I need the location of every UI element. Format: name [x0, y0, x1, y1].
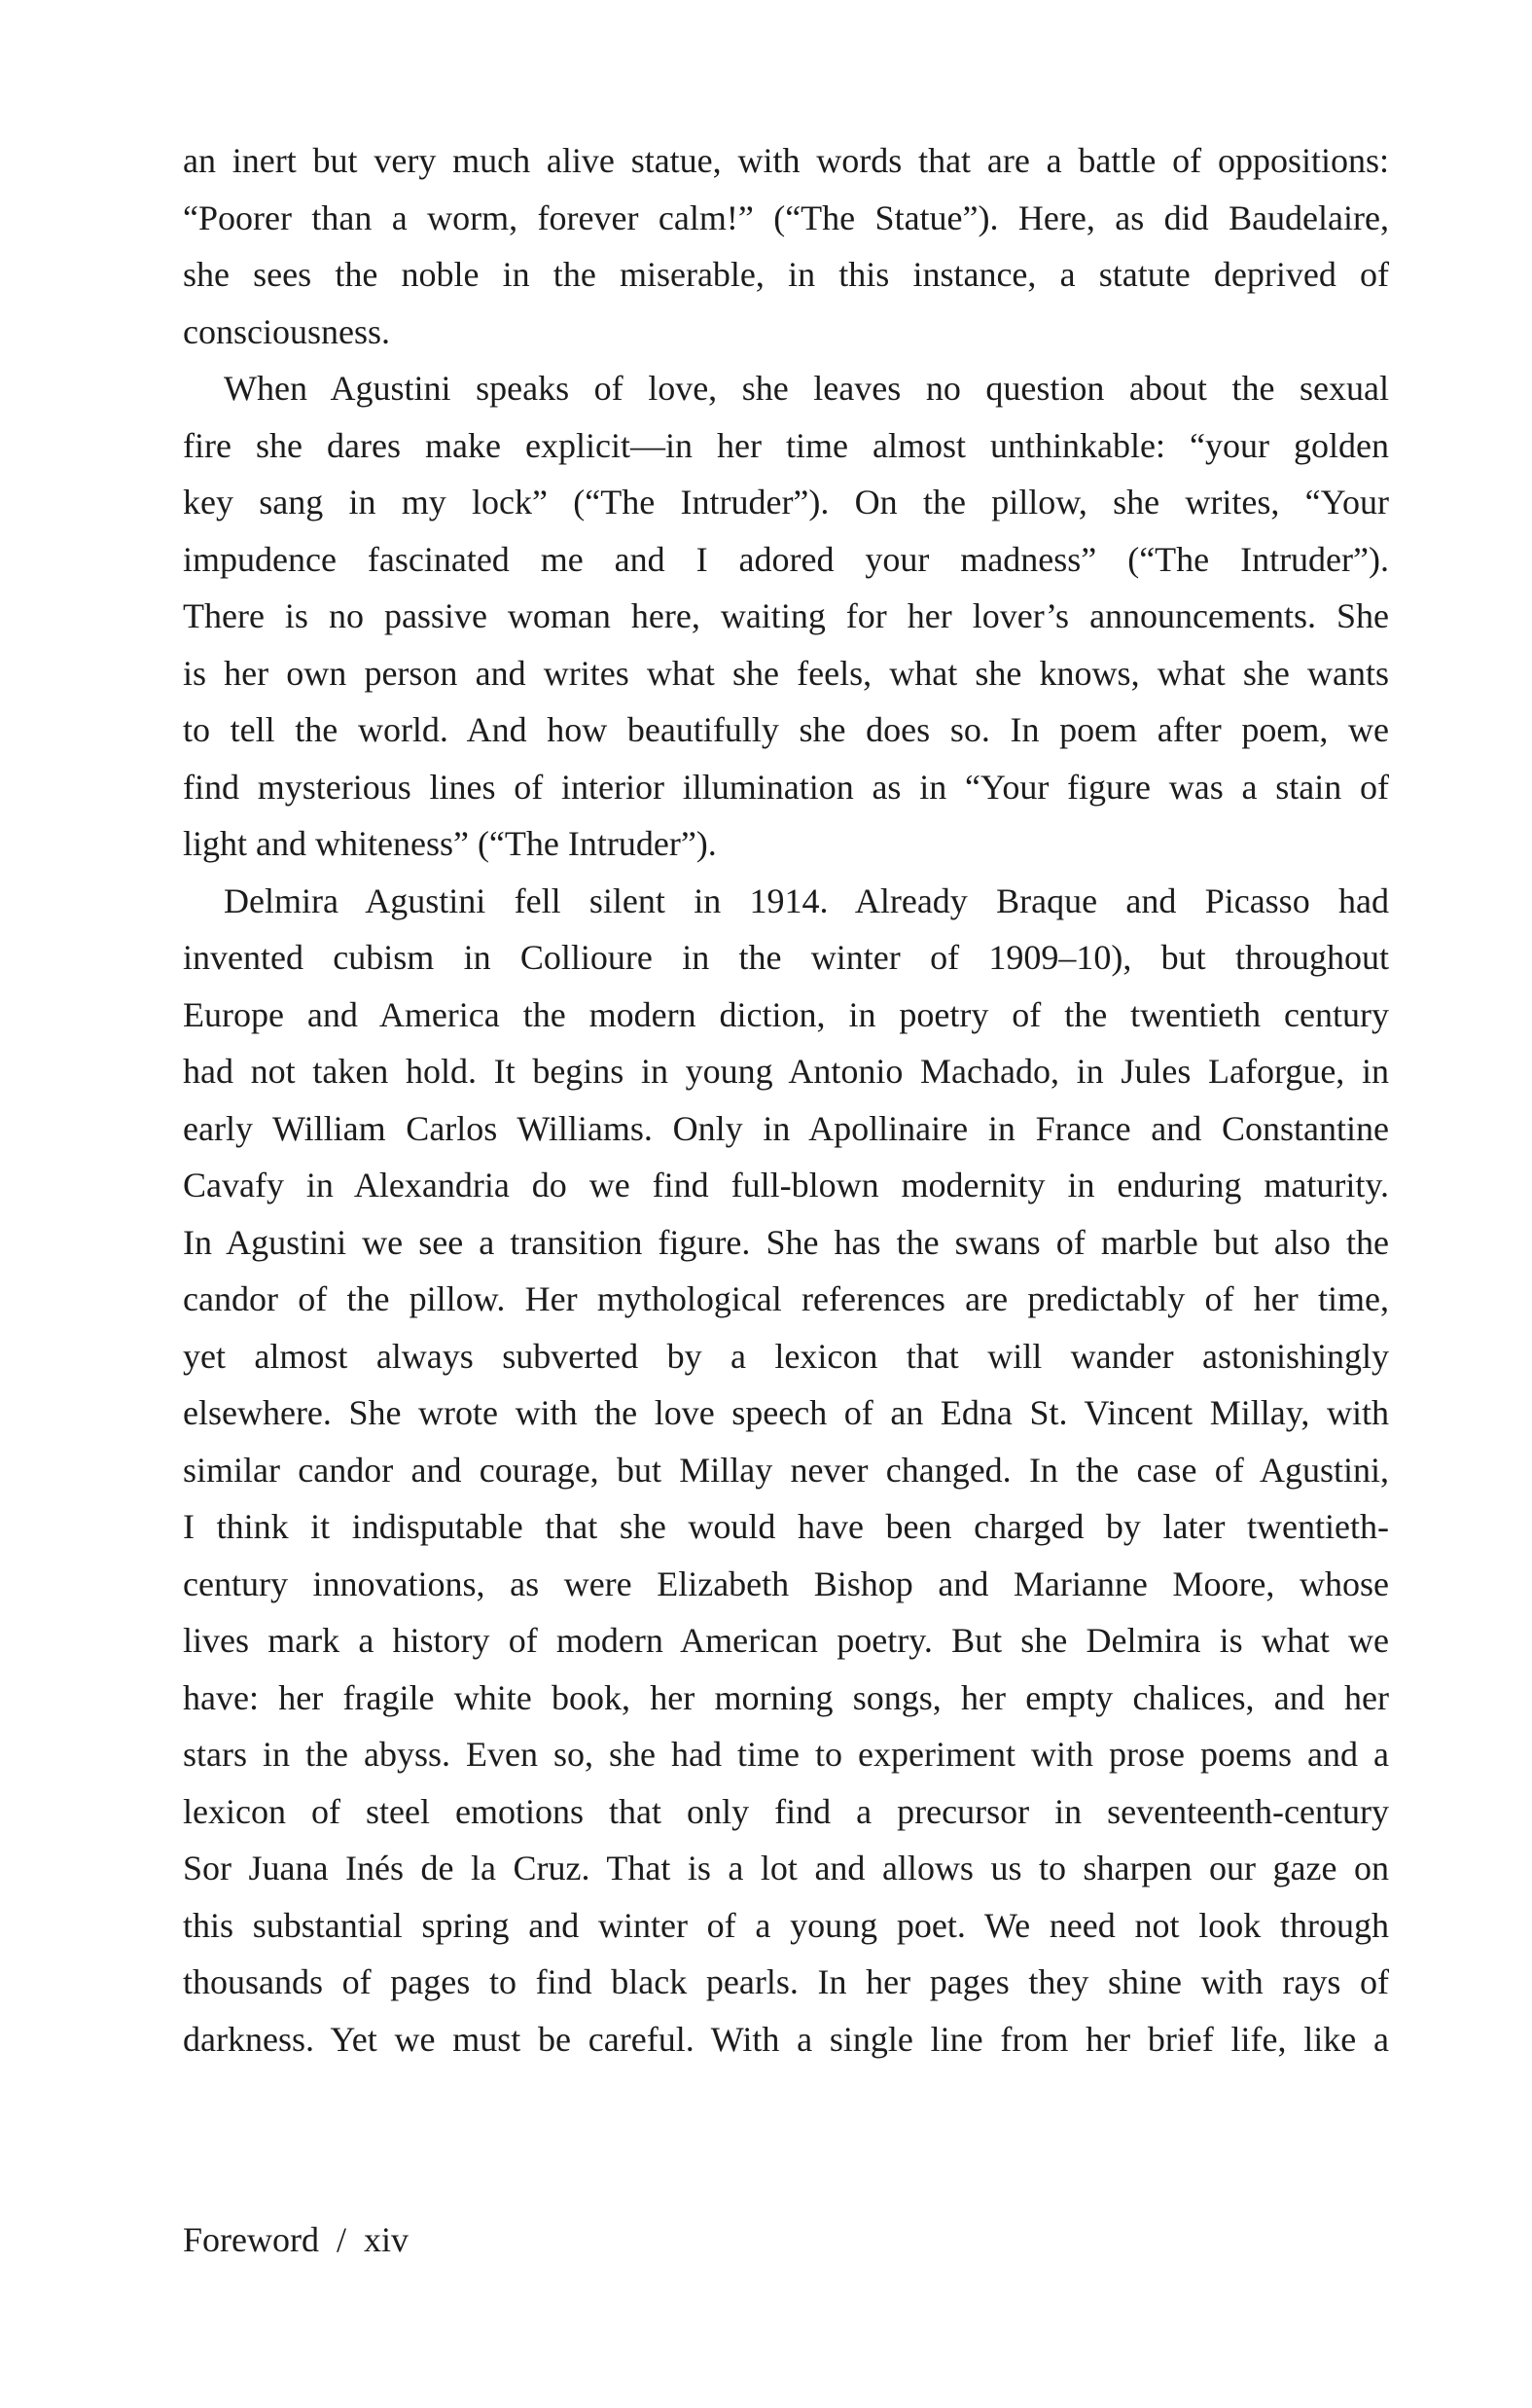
page-footer [183, 2218, 409, 2261]
text-line: stars in the abyss. Even so, she had time to experiment with prose poems and a [183, 1735, 1389, 1774]
text-line: impudence fascinated me and I adored your madness” (“The Intruder”). [183, 539, 1389, 579]
body-text [183, 132, 1389, 2067]
text-line: candor of the pillow. Her mythological references are predictably of her time, [183, 1279, 1389, 1318]
text-line: Cavafy in Alexandria do we find full-blown modernity in enduring maturity. [183, 1166, 1389, 1204]
text-line: early William Carlos Williams. Only in Apollinaire in France and Constantine [183, 1108, 1389, 1148]
text-line: is her own person and writes what she feels, what she knows, what she wants [183, 653, 1389, 693]
page-number: xiv [364, 2220, 410, 2259]
text-line: similar candor and courage, but Millay never changed. In the case of Agustini, [183, 1450, 1389, 1490]
text-line: century innovations, as were Elizabeth Bishop and Marianne Moore, whose [183, 1563, 1389, 1603]
text-line: lives mark a history of modern American poetry. But she Delmira is what we [183, 1621, 1389, 1660]
text-line: Sor Juana Inés de la Cruz. That is a lot and allows us to sharpen our gaze on [183, 1849, 1389, 1887]
text-line: When Agustini speaks of love, she leaves no question about the sexual [224, 369, 1389, 408]
text-line: fire she dares make explicit—in her time almost unthinkable: “your golden [183, 425, 1389, 465]
text-line: this substantial spring and winter of a young poet. We need not look through [183, 1905, 1389, 1945]
text-line: consciousness. [183, 311, 390, 351]
text-line: an inert but very much alive statue, with words that are a battle of oppositions: [183, 141, 1389, 180]
text-line: had not taken hold. It begins in young Antonio Machado, in Jules Laforgue, in [183, 1052, 1389, 1091]
text-line: she sees the noble in the miserable, in this instance, a statute deprived of [183, 255, 1389, 294]
text-line: darkness. Yet we must be careful. With a single line from her brief life, like a [183, 2019, 1389, 2059]
text-line: elsewhere. She wrote with the love speech of an Edna St. Vincent Millay, with [183, 1393, 1389, 1432]
text-line: There is no passive woman here, waiting for her lover’s announcements. She [183, 596, 1389, 635]
text-line: In Agustini we see a transition figure. She has the swans of marble but also the [183, 1222, 1389, 1262]
text-line: yet almost always subverted by a lexicon that will wander astonishingly [183, 1336, 1389, 1376]
text-line: have: her fragile white book, her morning songs, her empty chalices, and her [183, 1677, 1389, 1717]
footer-separator: / [336, 2220, 346, 2259]
text-line: Delmira Agustini fell silent in 1914. Already Braque and Picasso had [224, 881, 1389, 920]
text-line: key sang in my lock” (“The Intruder”). On the pillow, she writes, “Your [183, 483, 1389, 521]
text-line: light and whiteness” (“The Intruder”). [183, 824, 717, 863]
section-title: Foreword [183, 2220, 319, 2259]
text-line: to tell the world. And how beautifully she does so. In poem after poem, we [183, 710, 1389, 749]
text-line: thousands of pages to find black pearls. In her pages they shine with rays of [183, 1962, 1389, 2001]
text-line: I think it indisputable that she would have been charged by later twentieth- [183, 1507, 1389, 1546]
text-line: find mysterious lines of interior illumination as in “Your figure was a stain of [183, 767, 1389, 807]
text-line: lexicon of steel emotions that only find a precursor in seventeenth-century [183, 1791, 1389, 1831]
text-line: Europe and America the modern diction, in poetry of the twentieth century [183, 994, 1389, 1034]
text-line: “Poorer than a worm, forever calm!” (“The Statue”). Here, as did Baudelaire, [183, 198, 1389, 237]
text-line: invented cubism in Collioure in the winter of 1909–10), but throughout [183, 938, 1389, 977]
